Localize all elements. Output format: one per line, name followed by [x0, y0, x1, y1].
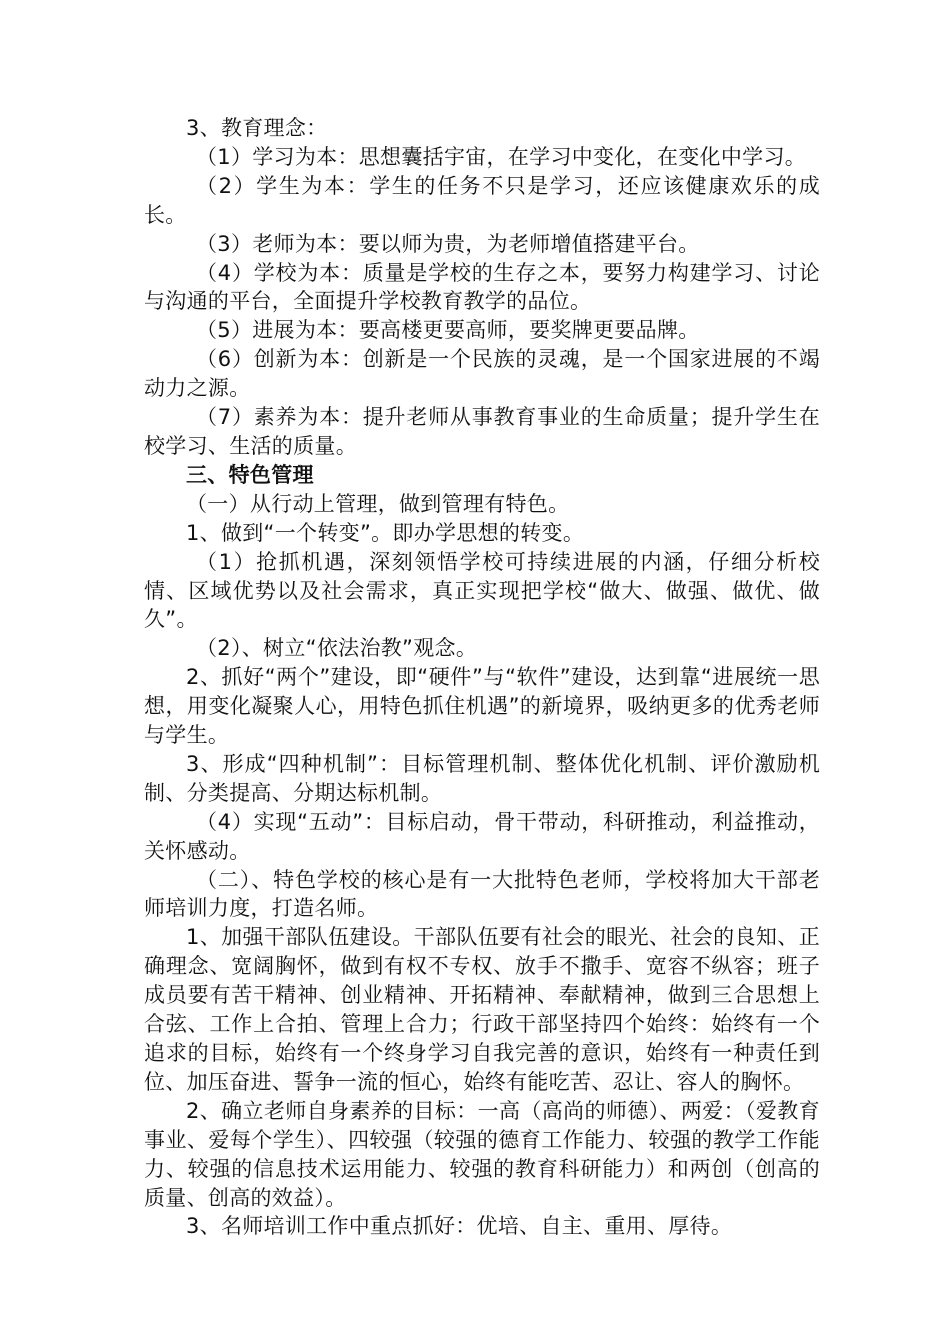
paragraph: （4）学校为本：质量是学校的生存之本，要努力构建学习、讨论与沟通的平台，全面提升学校教育教学的品位。: [144, 260, 820, 314]
paragraph: （一）从行动上管理，做到管理有特色。: [186, 491, 570, 516]
paragraph: 3、形成“四种机制”：目标管理机制、整体优化机制、评价激励机制、分类提高、分期达标机制。: [144, 751, 820, 805]
paragraph: （5）进展为本：要高楼更要高师，要奖牌更要品牌。: [196, 318, 700, 343]
paragraph: 2、抓好“两个”建设，即“硬件”与“软件”建设，达到靠“进展统一思想，用变化凝聚人心，用特色抓住机遇”的新境界，吸纳更多的优秀老师与学生。: [144, 665, 820, 748]
paragraph: （2）、树立“依法治教”观念。: [196, 636, 478, 661]
paragraph: 1、做到“一个转变”。即办学思想的转变。: [186, 520, 585, 545]
section-heading: 三、特色管理: [186, 462, 314, 487]
paragraph: （7）素养为本：提升老师从事教育事业的生命质量；提升学生在校学习、生活的质量。: [144, 405, 820, 458]
paragraph: 3、名师培训工作中重点抓好：优培、自主、重用、厚待。: [186, 1214, 733, 1239]
paragraph: （2）学生为本：学生的任务不只是学习，还应该健康欢乐的成长。: [144, 173, 820, 227]
paragraph: （1）学习为本：思想囊括宇宙，在学习中变化，在变化中学习。: [196, 144, 807, 169]
paragraph: （6）创新为本：创新是一个民族的灵魂，是一个国家进展的不竭动力之源。: [144, 347, 820, 401]
document-body: [144, 114, 820, 1241]
paragraph: （4）实现“五动”：目标启动，骨干带动，科研推动，利益推动，关怀感动。: [144, 809, 820, 863]
paragraph: （1）抢抓机遇，深刻领悟学校可持续进展的内涵，仔细分析校情、区域优势以及社会需求，真正实现把学校“做大、做强、做优、做久”。: [144, 549, 820, 632]
paragraph: 1、加强干部队伍建设。干部队伍要有社会的眼光、社会的良知、正确理念、宽阔胸怀，做到有权不专权、放手不撒手、宽容不纵容；班子成员要有苦干精神、创业精神、开拓精神、奉献精神，做到三合思想上合弦、工作上合拍、管理上合力；行政干部坚持四个始终：始终有一个追求的目标，始终有一个终身学习自我完善的意识，始终有一种责任到位、加压奋进、誓争一流的恒心，始终有能吃苦、忍让、容人的胸怀。: [144, 925, 820, 1094]
paragraph: （3）老师为本：要以师为贵，为老师增值搭建平台。: [196, 231, 700, 256]
paragraph: （二）、特色学校的核心是有一大批特色老师，学校将加大干部老师培训力度，打造名师。: [144, 867, 820, 921]
paragraph: 2、确立老师自身素养的目标：一高（高尚的师德）、两爱：（爱教育事业、爱每个学生）、四较强（较强的德育工作能力、较强的教学工作能力、较强的信息技术运用能力、较强的教育科研能力）和两创（创高的质量、创高的效益）。: [144, 1098, 820, 1210]
paragraph: 3、教育理念：: [186, 116, 328, 140]
